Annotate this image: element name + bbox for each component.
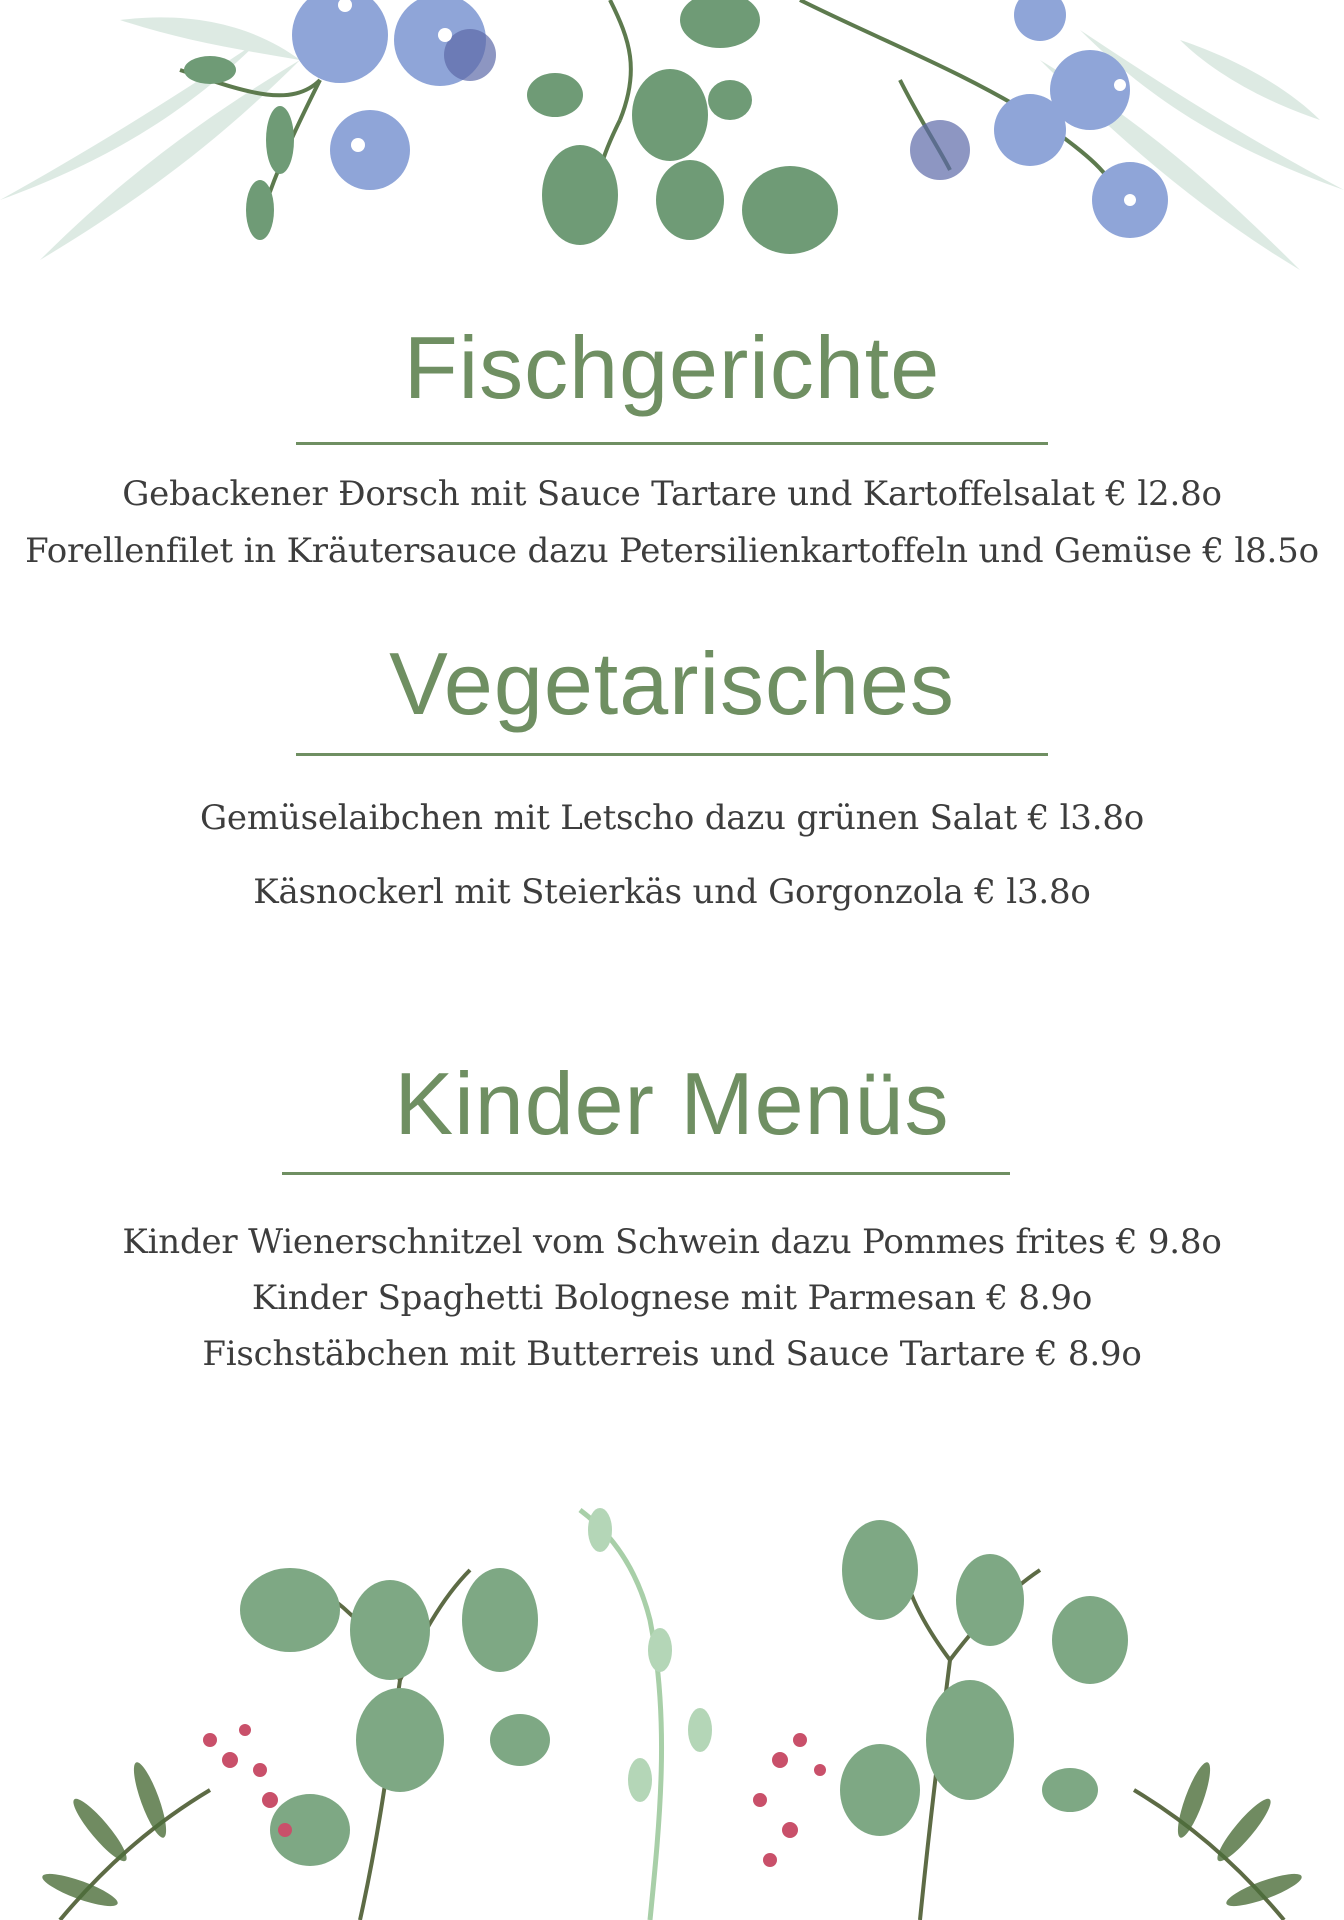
section-heading: Vegetarisches xyxy=(389,634,955,733)
menu-item: Gebackener Ðorsch mit Sauce Tartare und Kartoffelsalat € l2.8o xyxy=(122,474,1222,514)
menu-item: Kinder Spaghetti Bolognese mit Parmesan € 8.9o xyxy=(251,1278,1093,1318)
section-divider xyxy=(282,1172,1010,1175)
bottom-floral-decoration-icon xyxy=(0,1500,1344,1920)
section-heading: Kinder Menüs xyxy=(394,1054,950,1153)
menu-item-list xyxy=(0,466,1344,580)
menu-item-list xyxy=(0,1214,1344,1382)
menu-item: Gemüselaibchen mit Letscho dazu grünen Salat € l3.8o xyxy=(199,798,1145,838)
menu-item: Kinder Wienerschnitzel vom Schwein dazu Pommes frites € 9.8o xyxy=(122,1222,1222,1262)
menu-item: Fischstäbchen mit Butterreis und Sauce Tartare € 8.9o xyxy=(202,1334,1142,1374)
menu-item-list xyxy=(0,790,1344,920)
top-floral-decoration-icon xyxy=(0,0,1344,300)
section-divider xyxy=(296,753,1048,756)
section-heading: Fischgerichte xyxy=(403,318,941,417)
menu-item: Forellenfilet in Kräutersauce dazu Petersilienkartoffeln und Gemüse € l8.5o xyxy=(25,531,1319,571)
section-divider xyxy=(296,442,1048,445)
menu-item: Käsnockerl mit Steierkäs und Gorgonzola € l3.8o xyxy=(253,872,1091,912)
